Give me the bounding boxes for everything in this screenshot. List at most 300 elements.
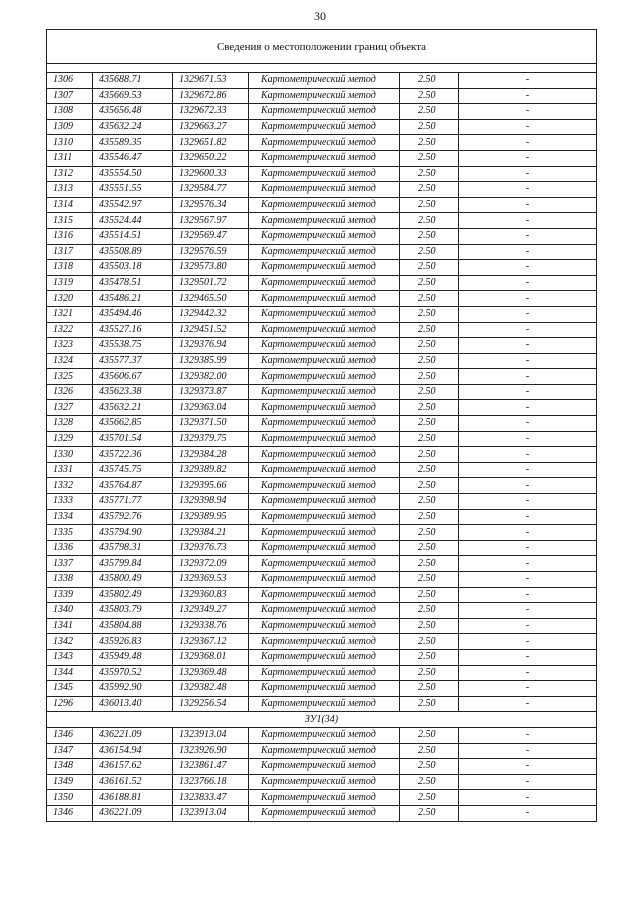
method-cell: Картометрический метод [249,400,400,416]
description-cell: - [459,353,597,369]
method-cell: Картометрический метод [249,275,400,291]
table-row [47,104,597,120]
table-row [47,509,597,525]
method-cell: Картометрический метод [249,150,400,166]
method-cell: Картометрический метод [249,494,400,510]
accuracy-cell: 2.50 [400,540,459,556]
table-row [47,150,597,166]
point-number-cell: 1318 [47,260,93,276]
table-row [47,681,597,697]
x-coordinate-cell: 435771.77 [93,494,173,510]
description-cell: - [459,759,597,775]
description-cell: - [459,665,597,681]
accuracy-cell: 2.50 [400,727,459,743]
description-cell: - [459,306,597,322]
point-number-cell: 1339 [47,587,93,603]
spacer-row [47,64,597,73]
method-cell: Картометрический метод [249,384,400,400]
description-cell: - [459,805,597,821]
y-coordinate-cell: 1329569.47 [173,228,249,244]
y-coordinate-cell: 1329600.33 [173,166,249,182]
point-number-cell: 1312 [47,166,93,182]
x-coordinate-cell: 435802.49 [93,587,173,603]
accuracy-cell: 2.50 [400,275,459,291]
x-coordinate-cell: 436221.09 [93,805,173,821]
table-row [47,260,597,276]
accuracy-cell: 2.50 [400,743,459,759]
method-cell: Картометрический метод [249,634,400,650]
title-row [47,30,597,64]
y-coordinate-cell: 1329672.33 [173,104,249,120]
x-coordinate-cell: 435524.44 [93,213,173,229]
table-row [47,416,597,432]
point-number-cell: 1320 [47,291,93,307]
method-cell: Картометрический метод [249,416,400,432]
method-cell: Картометрический метод [249,166,400,182]
accuracy-cell: 2.50 [400,322,459,338]
method-cell: Картометрический метод [249,572,400,588]
point-number-cell: 1296 [47,696,93,712]
method-cell: Картометрический метод [249,618,400,634]
description-cell: - [459,462,597,478]
point-number-cell: 1347 [47,743,93,759]
description-cell: - [459,743,597,759]
method-cell: Картометрический метод [249,681,400,697]
point-number-cell: 1324 [47,353,93,369]
point-number-cell: 1328 [47,416,93,432]
accuracy-cell: 2.50 [400,431,459,447]
x-coordinate-cell: 435669.53 [93,88,173,104]
point-number-cell: 1319 [47,275,93,291]
description-cell: - [459,416,597,432]
y-coordinate-cell: 1329379.75 [173,431,249,447]
y-coordinate-cell: 1323861.47 [173,759,249,775]
table-row [47,213,597,229]
y-coordinate-cell: 1329442.32 [173,306,249,322]
y-coordinate-cell: 1329384.28 [173,447,249,463]
method-cell: Картометрический метод [249,649,400,665]
table-row [47,197,597,213]
description-cell: - [459,649,597,665]
y-coordinate-cell: 1329567.97 [173,213,249,229]
x-coordinate-cell: 435486.21 [93,291,173,307]
y-coordinate-cell: 1329372.09 [173,556,249,572]
y-coordinate-cell: 1329382.00 [173,369,249,385]
point-number-cell: 1344 [47,665,93,681]
accuracy-cell: 2.50 [400,634,459,650]
y-coordinate-cell: 1329389.82 [173,462,249,478]
point-number-cell: 1316 [47,228,93,244]
point-number-cell: 1308 [47,104,93,120]
table-row [47,478,597,494]
point-number-cell: 1323 [47,338,93,354]
y-coordinate-cell: 1329576.59 [173,244,249,260]
x-coordinate-cell: 435656.48 [93,104,173,120]
description-cell: - [459,338,597,354]
point-number-cell: 1343 [47,649,93,665]
accuracy-cell: 2.50 [400,681,459,697]
point-number-cell: 1325 [47,369,93,385]
method-cell: Картометрический метод [249,509,400,525]
table-row [47,759,597,775]
y-coordinate-cell: 1329384.21 [173,525,249,541]
table-row [47,634,597,650]
boundary-coordinates-table [46,29,597,822]
accuracy-cell: 2.50 [400,790,459,806]
description-cell: - [459,182,597,198]
x-coordinate-cell: 435745.75 [93,462,173,478]
y-coordinate-cell: 1329382.48 [173,681,249,697]
y-coordinate-cell: 1329573.80 [173,260,249,276]
table-row [47,275,597,291]
description-cell: - [459,525,597,541]
y-coordinate-cell: 1329376.94 [173,338,249,354]
table-row [47,587,597,603]
page-number: 30 [314,9,326,23]
y-coordinate-cell: 1329465.50 [173,291,249,307]
table-row [47,603,597,619]
x-coordinate-cell: 435799.84 [93,556,173,572]
x-coordinate-cell: 435554.50 [93,166,173,182]
description-cell: - [459,150,597,166]
point-number-cell: 1306 [47,73,93,89]
x-coordinate-cell: 435542.97 [93,197,173,213]
method-cell: Картометрический метод [249,213,400,229]
table-row [47,727,597,743]
point-number-cell: 1350 [47,790,93,806]
description-cell: - [459,322,597,338]
accuracy-cell: 2.50 [400,150,459,166]
description-cell: - [459,447,597,463]
table-row [47,556,597,572]
point-number-cell: 1345 [47,681,93,697]
table-row [47,306,597,322]
x-coordinate-cell: 435503.18 [93,260,173,276]
method-cell: Картометрический метод [249,696,400,712]
point-number-cell: 1349 [47,774,93,790]
accuracy-cell: 2.50 [400,306,459,322]
y-coordinate-cell: 1323913.04 [173,805,249,821]
accuracy-cell: 2.50 [400,525,459,541]
y-coordinate-cell: 1329451.52 [173,322,249,338]
accuracy-cell: 2.50 [400,88,459,104]
accuracy-cell: 2.50 [400,244,459,260]
table-row [47,462,597,478]
table-row [47,618,597,634]
spacer-cell [47,64,597,73]
method-cell: Картометрический метод [249,790,400,806]
x-coordinate-cell: 435701.54 [93,431,173,447]
method-cell: Картометрический метод [249,182,400,198]
x-coordinate-cell: 435527.16 [93,322,173,338]
x-coordinate-cell: 435800.49 [93,572,173,588]
accuracy-cell: 2.50 [400,649,459,665]
accuracy-cell: 2.50 [400,260,459,276]
y-coordinate-cell: 1323926.90 [173,743,249,759]
method-cell: Картометрический метод [249,88,400,104]
accuracy-cell: 2.50 [400,213,459,229]
point-number-cell: 1336 [47,540,93,556]
description-cell: - [459,104,597,120]
method-cell: Картометрический метод [249,665,400,681]
point-number-cell: 1309 [47,119,93,135]
x-coordinate-cell: 435688.71 [93,73,173,89]
x-coordinate-cell: 436188.81 [93,790,173,806]
point-number-cell: 1346 [47,727,93,743]
x-coordinate-cell: 435970.52 [93,665,173,681]
method-cell: Картометрический метод [249,104,400,120]
accuracy-cell: 2.50 [400,353,459,369]
x-coordinate-cell: 436154.94 [93,743,173,759]
point-number-cell: 1317 [47,244,93,260]
method-cell: Картометрический метод [249,338,400,354]
point-number-cell: 1335 [47,525,93,541]
x-coordinate-cell: 435577.37 [93,353,173,369]
table-row [47,369,597,385]
accuracy-cell: 2.50 [400,618,459,634]
description-cell: - [459,603,597,619]
accuracy-cell: 2.50 [400,291,459,307]
description-cell: - [459,213,597,229]
description-cell: - [459,275,597,291]
description-cell: - [459,228,597,244]
point-number-cell: 1332 [47,478,93,494]
table-row [47,119,597,135]
accuracy-cell: 2.50 [400,805,459,821]
x-coordinate-cell: 435804.88 [93,618,173,634]
y-coordinate-cell: 1323766.18 [173,774,249,790]
method-cell: Картометрический метод [249,805,400,821]
x-coordinate-cell: 435478.51 [93,275,173,291]
accuracy-cell: 2.50 [400,603,459,619]
method-cell: Картометрический метод [249,603,400,619]
x-coordinate-cell: 436221.09 [93,727,173,743]
table-row [47,790,597,806]
y-coordinate-cell: 1329360.83 [173,587,249,603]
table-row [47,400,597,416]
method-cell: Картометрический метод [249,587,400,603]
description-cell: - [459,166,597,182]
description-cell: - [459,291,597,307]
x-coordinate-cell: 435494.46 [93,306,173,322]
point-number-cell: 1322 [47,322,93,338]
method-cell: Картометрический метод [249,244,400,260]
y-coordinate-cell: 1329385.99 [173,353,249,369]
method-cell: Картометрический метод [249,774,400,790]
method-cell: Картометрический метод [249,353,400,369]
method-cell: Картометрический метод [249,135,400,151]
description-cell: - [459,494,597,510]
x-coordinate-cell: 435508.89 [93,244,173,260]
point-number-cell: 1338 [47,572,93,588]
description-cell: - [459,681,597,697]
y-coordinate-cell: 1329584.77 [173,182,249,198]
table-row [47,540,597,556]
method-cell: Картометрический метод [249,556,400,572]
point-number-cell: 1307 [47,88,93,104]
table-row [47,228,597,244]
x-coordinate-cell: 436013.40 [93,696,173,712]
accuracy-cell: 2.50 [400,135,459,151]
y-coordinate-cell: 1329256.54 [173,696,249,712]
accuracy-cell: 2.50 [400,104,459,120]
table-row [47,73,597,89]
x-coordinate-cell: 435538.75 [93,338,173,354]
accuracy-cell: 2.50 [400,509,459,525]
point-number-cell: 1321 [47,306,93,322]
accuracy-cell: 2.50 [400,73,459,89]
y-coordinate-cell: 1329349.27 [173,603,249,619]
accuracy-cell: 2.50 [400,665,459,681]
table-row [47,525,597,541]
accuracy-cell: 2.50 [400,182,459,198]
point-number-cell: 1315 [47,213,93,229]
x-coordinate-cell: 435606.67 [93,369,173,385]
point-number-cell: 1329 [47,431,93,447]
accuracy-cell: 2.50 [400,462,459,478]
description-cell: - [459,384,597,400]
description-cell: - [459,774,597,790]
x-coordinate-cell: 435794.90 [93,525,173,541]
y-coordinate-cell: 1329368.01 [173,649,249,665]
point-number-cell: 1340 [47,603,93,619]
point-number-cell: 1327 [47,400,93,416]
accuracy-cell: 2.50 [400,572,459,588]
accuracy-cell: 2.50 [400,166,459,182]
x-coordinate-cell: 435514.51 [93,228,173,244]
description-cell: - [459,431,597,447]
method-cell: Картометрический метод [249,197,400,213]
description-cell: - [459,790,597,806]
point-number-cell: 1313 [47,182,93,198]
point-number-cell: 1342 [47,634,93,650]
accuracy-cell: 2.50 [400,556,459,572]
description-cell: - [459,727,597,743]
point-number-cell: 1331 [47,462,93,478]
accuracy-cell: 2.50 [400,447,459,463]
description-cell: - [459,88,597,104]
description-cell: - [459,197,597,213]
point-number-cell: 1337 [47,556,93,572]
method-cell: Картометрический метод [249,447,400,463]
y-coordinate-cell: 1329650.22 [173,150,249,166]
table-row [47,494,597,510]
method-cell: Картометрический метод [249,478,400,494]
x-coordinate-cell: 435632.24 [93,119,173,135]
description-cell: - [459,119,597,135]
x-coordinate-cell: 435632.21 [93,400,173,416]
accuracy-cell: 2.50 [400,338,459,354]
point-number-cell: 1341 [47,618,93,634]
table-row [47,166,597,182]
x-coordinate-cell: 435722.36 [93,447,173,463]
accuracy-cell: 2.50 [400,587,459,603]
table-row [47,338,597,354]
description-cell: - [459,696,597,712]
y-coordinate-cell: 1329363.04 [173,400,249,416]
method-cell: Картометрический метод [249,369,400,385]
accuracy-cell: 2.50 [400,759,459,775]
x-coordinate-cell: 435798.31 [93,540,173,556]
y-coordinate-cell: 1329373.87 [173,384,249,400]
table-row [47,384,597,400]
description-cell: - [459,73,597,89]
table-row [47,322,597,338]
description-cell: - [459,400,597,416]
x-coordinate-cell: 435792.76 [93,509,173,525]
table-title: Сведения о местоположении границ объекта [47,30,597,64]
y-coordinate-cell: 1329389.95 [173,509,249,525]
x-coordinate-cell: 435589.35 [93,135,173,151]
description-cell: - [459,587,597,603]
table-row [47,805,597,821]
accuracy-cell: 2.50 [400,384,459,400]
x-coordinate-cell: 435803.79 [93,603,173,619]
point-number-cell: 1314 [47,197,93,213]
point-number-cell: 1311 [47,150,93,166]
table-row [47,353,597,369]
table-row [47,182,597,198]
point-number-cell: 1326 [47,384,93,400]
x-coordinate-cell: 435662.85 [93,416,173,432]
x-coordinate-cell: 435764.87 [93,478,173,494]
y-coordinate-cell: 1323833.47 [173,790,249,806]
table-row [47,88,597,104]
y-coordinate-cell: 1329369.53 [173,572,249,588]
accuracy-cell: 2.50 [400,416,459,432]
accuracy-cell: 2.50 [400,369,459,385]
method-cell: Картометрический метод [249,431,400,447]
table-row [47,135,597,151]
y-coordinate-cell: 1329398.94 [173,494,249,510]
method-cell: Картометрический метод [249,727,400,743]
y-coordinate-cell: 1329395.66 [173,478,249,494]
x-coordinate-cell: 436157.62 [93,759,173,775]
section-row [47,712,597,728]
y-coordinate-cell: 1329367.12 [173,634,249,650]
x-coordinate-cell: 436161.52 [93,774,173,790]
method-cell: Картометрический метод [249,525,400,541]
method-cell: Картометрический метод [249,462,400,478]
description-cell: - [459,556,597,572]
description-cell: - [459,260,597,276]
table-row [47,244,597,260]
x-coordinate-cell: 435551.55 [93,182,173,198]
section-label: ЗУ1(34) [47,712,597,728]
x-coordinate-cell: 435623.38 [93,384,173,400]
accuracy-cell: 2.50 [400,478,459,494]
method-cell: Картометрический метод [249,291,400,307]
accuracy-cell: 2.50 [400,228,459,244]
description-cell: - [459,540,597,556]
description-cell: - [459,478,597,494]
method-cell: Картометрический метод [249,306,400,322]
y-coordinate-cell: 1329338.76 [173,618,249,634]
description-cell: - [459,244,597,260]
method-cell: Картометрический метод [249,73,400,89]
y-coordinate-cell: 1329369.48 [173,665,249,681]
accuracy-cell: 2.50 [400,197,459,213]
accuracy-cell: 2.50 [400,119,459,135]
point-number-cell: 1346 [47,805,93,821]
description-cell: - [459,369,597,385]
y-coordinate-cell: 1329376.73 [173,540,249,556]
accuracy-cell: 2.50 [400,774,459,790]
method-cell: Картометрический метод [249,759,400,775]
y-coordinate-cell: 1329371.50 [173,416,249,432]
table-row [47,743,597,759]
table-row [47,696,597,712]
